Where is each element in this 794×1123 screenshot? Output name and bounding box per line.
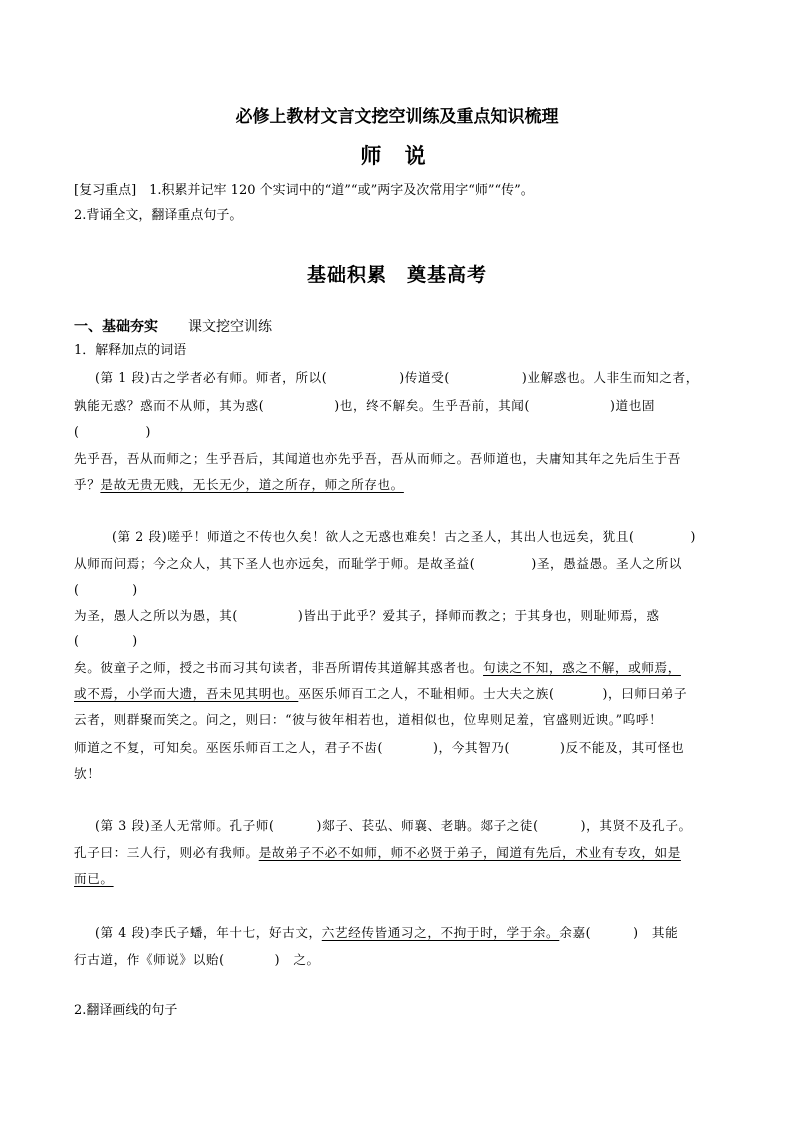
text-span: 从师而问焉；今之众人，其下圣人也亦远矣，而耻学于师。是故圣益( xyxy=(74,556,476,571)
text-span: 乎？ xyxy=(74,477,101,492)
text-span: )郯子、苌弘、师襄、老聃。郯子之徒( xyxy=(316,818,539,833)
para1-line4: 先乎吾，吾从而师之；生乎吾后，其闻道也亦先乎吾，吾从而师之。吾师道也，夫庸知其年之先后生于吾 xyxy=(74,451,681,466)
underlined-sentence: 六艺经传皆通习之，不拘于时，学于余。 xyxy=(321,925,560,940)
para2-line3: ( ) xyxy=(74,582,138,597)
sub-heading xyxy=(74,316,272,336)
para3-line1 xyxy=(95,818,692,834)
text-span: )，曰师曰弟子 xyxy=(602,686,688,701)
text-span: (第 4 段)李氏子蟠，年十七，好古文， xyxy=(95,925,322,940)
text-span: )道也固 xyxy=(609,398,656,413)
para2-line9 xyxy=(74,740,684,756)
text-span: )，其贤不及孔子。 xyxy=(580,818,692,833)
para2-line10: 欤！ xyxy=(74,766,101,781)
para2-line4 xyxy=(74,608,660,624)
text-span: )皆出于此乎？爱其子，择师而教之；于其身也，则耻师焉，惑 xyxy=(297,608,660,623)
text-span: 孔子曰：三人行，则必有我师。 xyxy=(74,845,259,860)
text-span: )传道受( xyxy=(399,370,450,385)
section-heading: 基础积累 奠基高考 xyxy=(306,264,487,286)
text-span: )反不能及，其可怪也 xyxy=(559,740,685,755)
review-points-line2: 2.背诵全文，翻译重点句子。 xyxy=(74,208,243,223)
text-span: (第 1 段)古之学者必有师。师者，所以( xyxy=(95,370,328,385)
sub-heading-normal: 课文挖空训练 xyxy=(188,319,272,335)
para1-line3: ( ) xyxy=(74,424,151,439)
text-span: 为圣，愚人之所以为愚，其( xyxy=(74,608,238,623)
review-points-line1: [复习重点] 1.积累并记牢 120 个实词中的“道”“或”两字及次常用字“师”“传”。 xyxy=(74,183,534,198)
sub-heading-bold: 一、基础夯实 xyxy=(74,319,158,335)
text-span: 矣。彼童子之师，授之书而习其句读者，非吾所谓传其道解其惑者也。 xyxy=(74,660,484,675)
para2-line7 xyxy=(74,686,687,702)
text-span: 师道之不复，可知矣。巫医乐师百工之人，君子不齿( xyxy=(74,740,383,755)
text-span: 孰能无惑？惑而不从师，其为惑( xyxy=(74,398,265,413)
text-title: 师 说 xyxy=(360,144,434,168)
document-title: 必修上教材文言文挖空训练及重点知识梳理 xyxy=(235,107,559,127)
para3-line3 xyxy=(74,871,114,887)
underlined-sentence: 而已。 xyxy=(74,871,114,886)
para2-line8: 云者，则群聚而笑之。问之，则曰：“彼与彼年相若也，道相似也，位卑则足羞，官盛则近谀。”呜呼！ xyxy=(74,712,663,727)
text-span: 行古道，作《师说》以贻( xyxy=(74,952,225,967)
text-span: )，今其智乃( xyxy=(432,740,510,755)
text-span: 余嘉( xyxy=(559,925,592,940)
para4-line2 xyxy=(74,952,320,968)
text-span: (第 3 段)圣人无常师。孔子师( xyxy=(95,818,275,833)
para2-line5: ( ) xyxy=(74,633,138,648)
text-span: )也，终不解矣。生乎吾前，其闻( xyxy=(334,398,530,413)
underlined-sentence: 句读之不知，惑之不解，或师焉， xyxy=(483,660,681,675)
para2-line1 xyxy=(112,529,696,545)
text-span: (第 2 段)嗟乎！师道之不传也久矣！欲人之无惑也难矣！古之圣人，其出人也远矣，犹且( xyxy=(112,529,635,544)
para4-line1 xyxy=(95,925,678,941)
para2-line6 xyxy=(74,660,681,676)
text-span: 巫医乐师百工之人，不耻相师。士大夫之族( xyxy=(298,686,555,701)
para1-line5 xyxy=(74,477,404,493)
underlined-sentence: 或不焉，小学而大遗，吾未见其明也。 xyxy=(74,686,299,701)
para3-line2 xyxy=(74,845,681,861)
text-span: ) 之。 xyxy=(274,952,320,967)
para1-line1 xyxy=(95,370,699,386)
underlined-sentence: 是故无贵无贱，无长无少，道之所存，师之所存也。 xyxy=(100,477,404,492)
text-span: ) xyxy=(690,529,697,544)
text-span: )业解惑也。人非生而知之者， xyxy=(521,370,699,385)
underlined-sentence: 是故弟子不必不如师，师不必贤于弟子，闻道有先后，术业有专攻，如是 xyxy=(258,845,681,860)
para1-line2 xyxy=(74,398,655,414)
text-span: )圣，愚益愚。圣人之所以 xyxy=(531,556,682,571)
para2-line2 xyxy=(74,556,682,572)
text-span: ) 其能 xyxy=(633,925,679,940)
task-1-label: 1．解释加点的词语 xyxy=(74,343,187,358)
task-2-label: 2.翻译画线的句子 xyxy=(74,1003,178,1018)
